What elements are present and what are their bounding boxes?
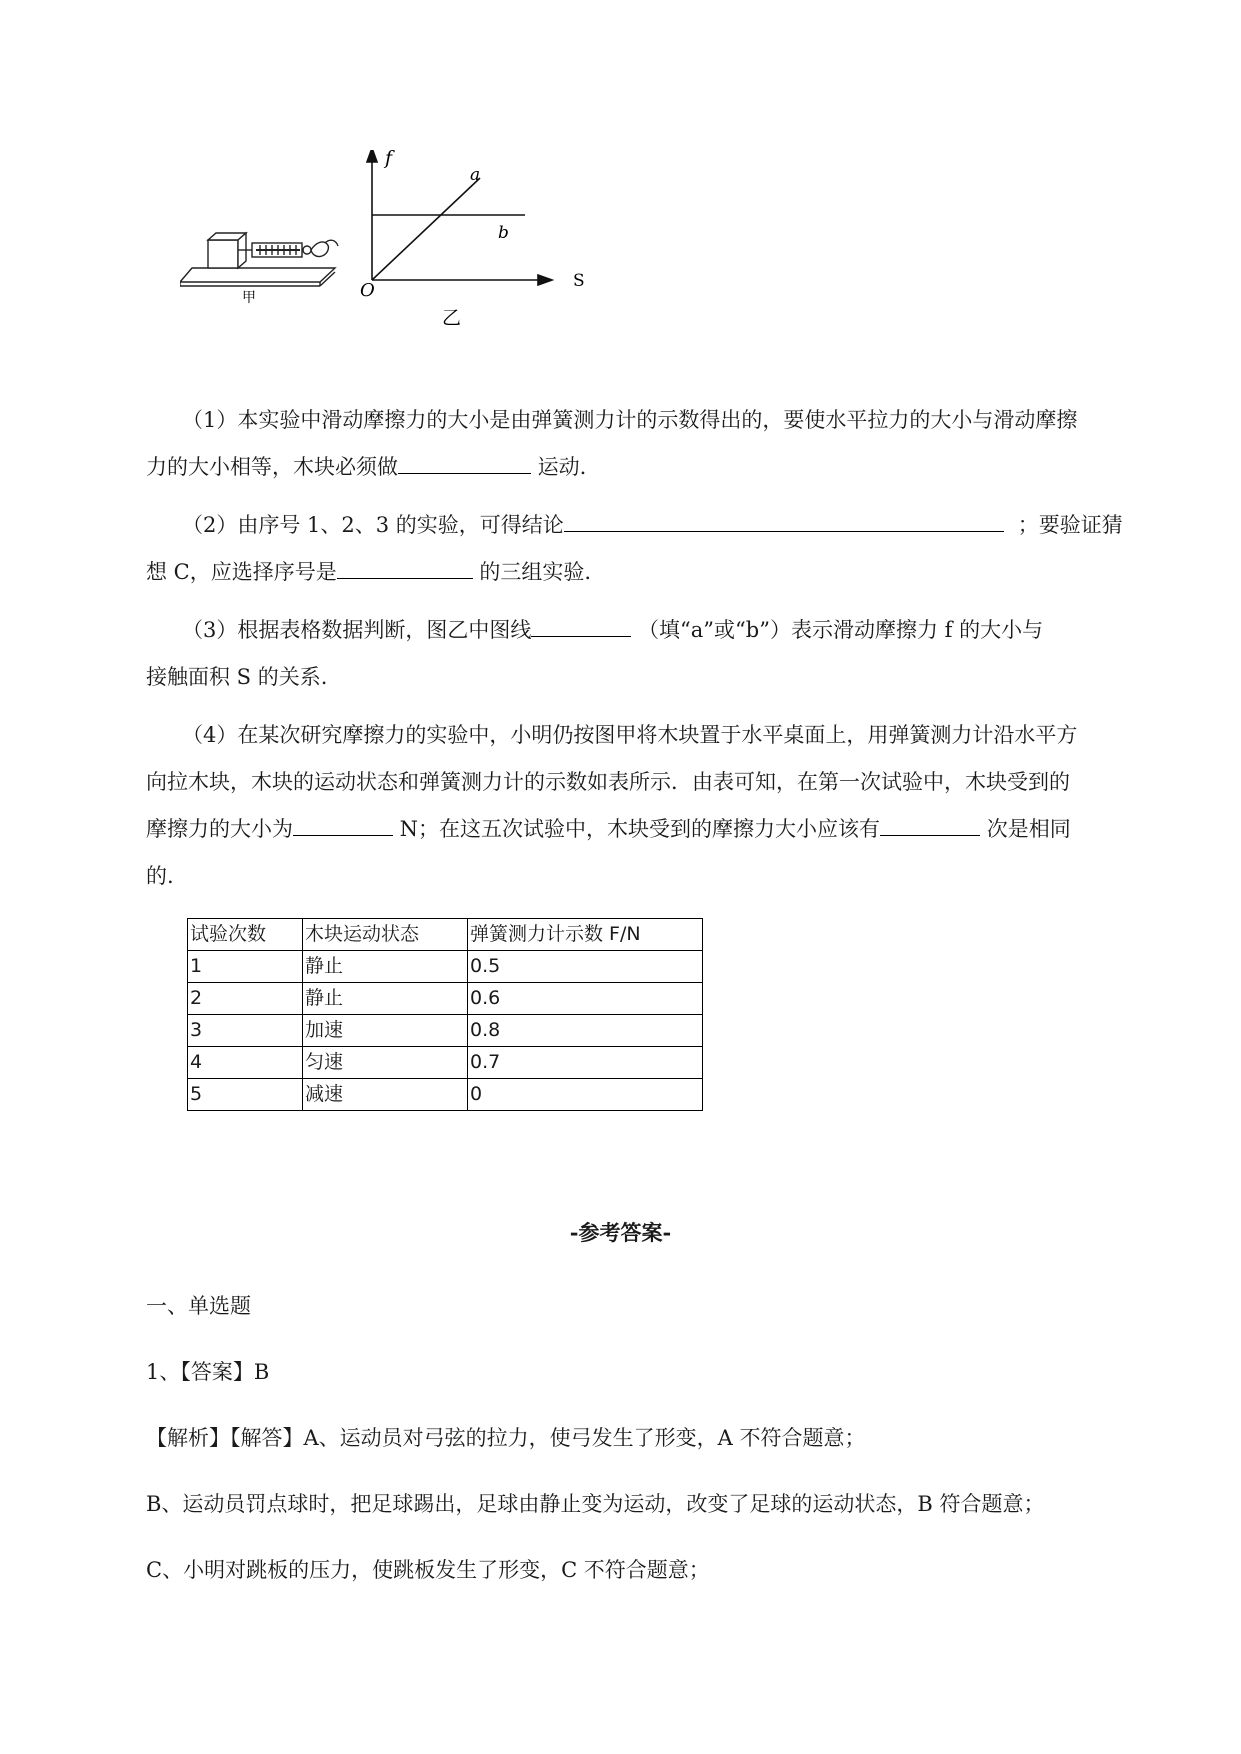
answer-analysis-a: 【解析】【解答】A、运动员对弓弦的拉力，使弓发生了形变，A 不符合题意； — [146, 1426, 866, 1450]
table-row — [188, 1047, 703, 1079]
table-header-cell: 弹簧测力计示数 F/N — [468, 919, 703, 951]
question-1 — [146, 397, 1146, 491]
q4-line2: 向拉木块，木块的运动状态和弹簧测力计的示数如表所示．由表可知，在第一次试验中，木块受到的 — [146, 770, 1070, 794]
y-axis-arrow — [367, 150, 377, 162]
q4-line4: 的. — [146, 864, 174, 888]
table-cell: 0.6 — [468, 983, 703, 1015]
answer-blank-q3[interactable] — [531, 614, 631, 637]
q1-line2: 力的大小相等，木块必须做 运动. — [146, 444, 1146, 491]
answer-blank-q2-sequence[interactable] — [337, 556, 473, 579]
question-4 — [146, 712, 1146, 900]
table-row — [188, 1079, 703, 1111]
experiment-figure — [180, 150, 700, 360]
answer-blank-q1[interactable] — [398, 451, 531, 474]
y-axis-label: f — [385, 150, 393, 169]
q4-line3: 摩擦力的大小为 N；在这五次试验中，木块受到的摩擦力大小应该有 次是相同 — [146, 806, 1146, 853]
table-cell: 匀速 — [303, 1047, 468, 1079]
line-a-label: a — [470, 165, 481, 185]
table-header-row — [188, 919, 703, 951]
caption-yi: 乙 — [442, 307, 462, 329]
q2-line2: 想 C，应选择序号是 的三组实验. — [146, 549, 1146, 596]
table-row — [188, 951, 703, 983]
table-cell: 1 — [188, 951, 303, 983]
question-2 — [146, 502, 1146, 596]
apparatus-drawing — [180, 233, 338, 286]
x-axis-arrow — [538, 275, 552, 285]
table-row — [188, 983, 703, 1015]
answer-analysis-b: B、运动员罚点球时，把足球踢出，足球由静止变为运动，改变了足球的运动状态，B 符合题意； — [146, 1492, 1045, 1516]
answers-title: -参考答案- — [569, 1220, 672, 1245]
x-axis-label: S — [573, 271, 585, 291]
table-cell: 0.5 — [468, 951, 703, 983]
answer-blank-q4-friction[interactable] — [293, 813, 393, 836]
table-cell: 4 — [188, 1047, 303, 1079]
table-row — [188, 1015, 703, 1047]
q3-line2: 接触面积 S 的关系. — [146, 665, 328, 689]
answer-blank-q4-count[interactable] — [880, 813, 980, 836]
table-cell: 2 — [188, 983, 303, 1015]
answer-blank-q2-conclusion[interactable] — [564, 509, 1004, 532]
experiment-table — [187, 918, 703, 1111]
friction-graph — [367, 150, 552, 285]
table-cell: 0.7 — [468, 1047, 703, 1079]
table-cell: 静止 — [303, 983, 468, 1015]
q2-line1: （2）由序号 1、2、3 的实验，可得结论 ；要验证猜 — [146, 502, 1146, 549]
table-cell: 加速 — [303, 1015, 468, 1047]
q4-line1: （4）在某次研究摩擦力的实验中，小明仍按图甲将木块置于水平桌面上，用弹簧测力计沿水平方 — [182, 723, 1078, 747]
question-3 — [146, 607, 1146, 701]
table-cell: 0 — [468, 1079, 703, 1111]
q1-line1: （1）本实验中滑动摩擦力的大小是由弹簧测力计的示数得出的，要使水平拉力的大小与滑动摩擦 — [182, 408, 1078, 432]
answers-section-heading: 一、单选题 — [146, 1294, 251, 1318]
table-cell: 静止 — [303, 951, 468, 983]
table-cell: 0.8 — [468, 1015, 703, 1047]
caption-jia: 甲 — [242, 290, 256, 306]
table-cell: 5 — [188, 1079, 303, 1111]
line-a — [372, 178, 480, 280]
q3-line1: （3）根据表格数据判断，图乙中图线 （填“a”或“b”）表示滑动摩擦力 f 的大小与 — [146, 607, 1146, 654]
line-b-label: b — [498, 223, 509, 243]
table-header-cell: 试验次数 — [188, 919, 303, 951]
table-cell: 减速 — [303, 1079, 468, 1111]
table-cell: 3 — [188, 1015, 303, 1047]
origin-label: O — [360, 280, 375, 301]
answer-item-1: 1、【答案】B — [146, 1360, 270, 1384]
answer-analysis-c: C、小明对跳板的压力，使跳板发生了形变，C 不符合题意； — [146, 1558, 710, 1582]
table-header-cell: 木块运动状态 — [303, 919, 468, 951]
